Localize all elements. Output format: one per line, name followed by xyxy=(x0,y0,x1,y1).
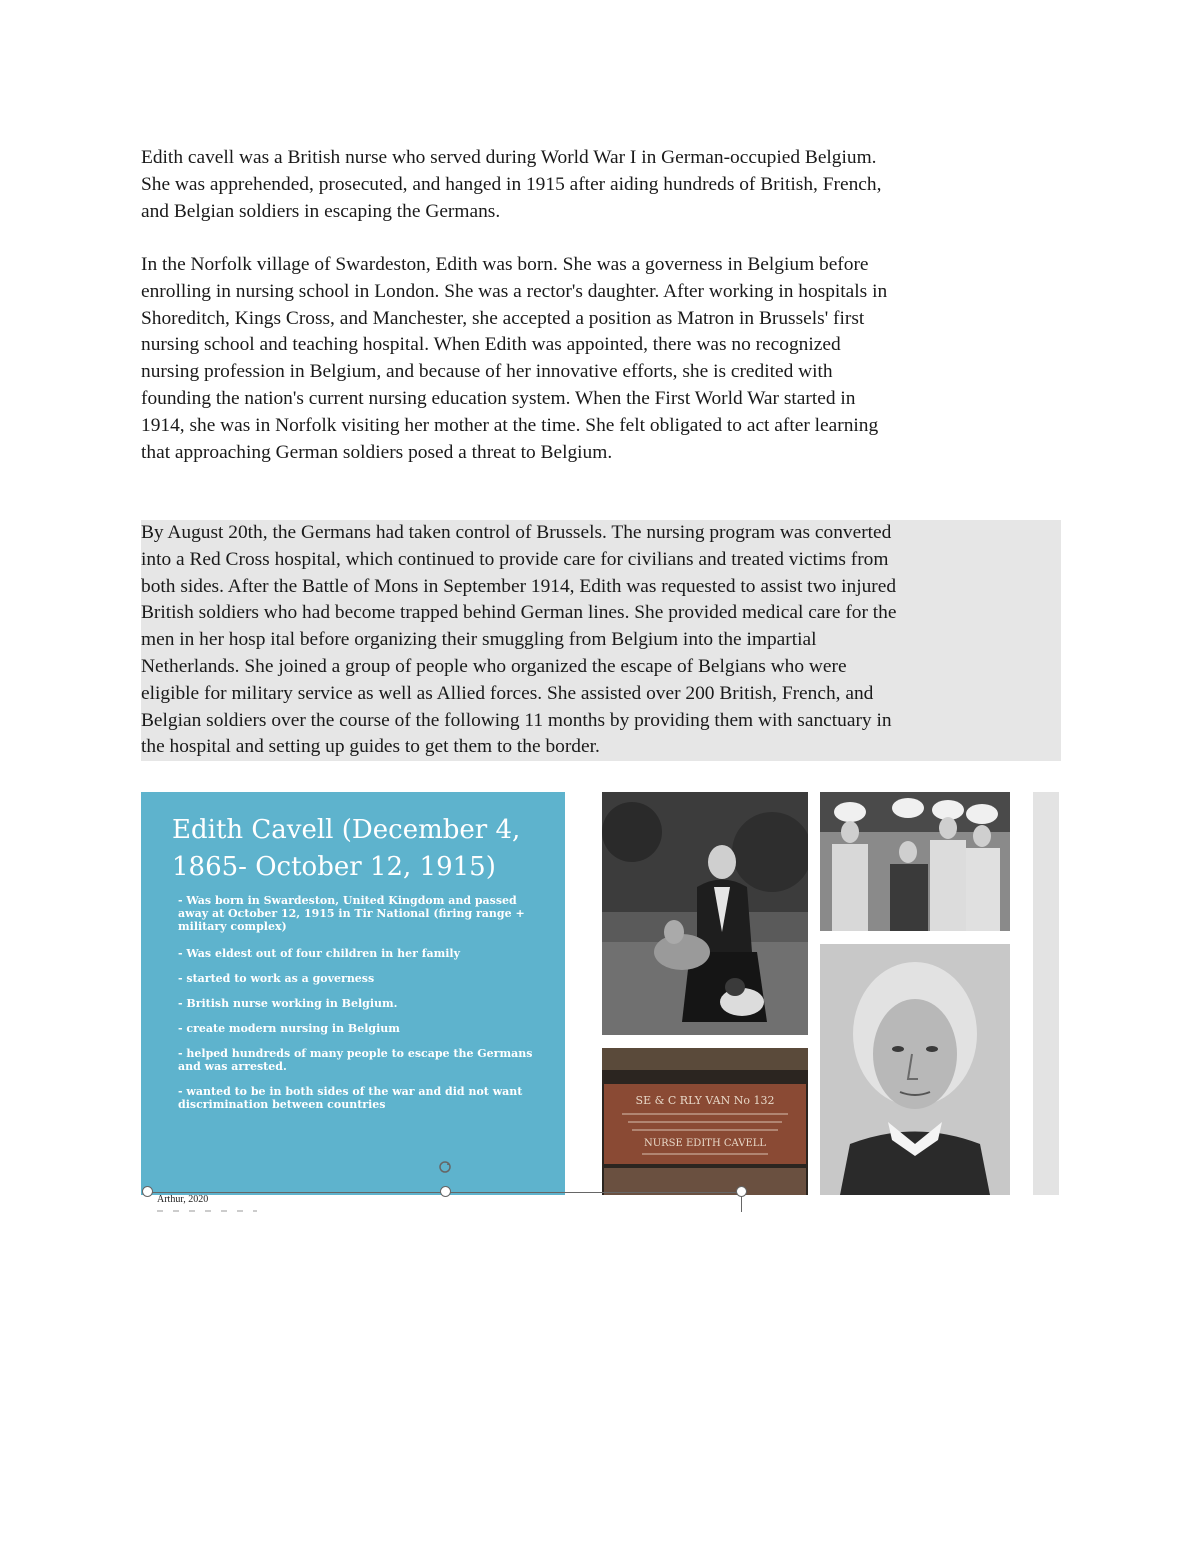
slide-bullet-list xyxy=(178,894,538,1123)
photo-cavell-with-dogs[interactable] xyxy=(602,792,808,1035)
photo-memorial-plaque[interactable] xyxy=(602,1048,808,1195)
slide-bullet: - started to work as a governess xyxy=(178,972,375,985)
photo-group-of-nurses[interactable] xyxy=(820,792,1010,931)
slide-bullet: - British nurse working in Belgium. xyxy=(178,997,398,1010)
paragraph-early-life: In the Norfolk village of Swardeston, Edith was born. She was a governess in Belgium before enrolling in nursing school in London. She was a rector's daughter. After working in hospitals in Shoreditch, Kings Cross, and Manchester, she accepted a position as Matron in Brussels' first nursing school and teaching hospital. When Edith was appointed, there was no recognized nursing profession in Belgium, and because of her innovative efforts, she is credited with founding the nation's current nursing education system. When the First World War started in 1914, she was in Norfolk visiting her mother at the time. She felt obligated to act after learning that approaching German soldiers posed a threat to Belgium. xyxy=(141,254,888,463)
photo-cavell-portrait[interactable] xyxy=(820,944,1010,1195)
scroll-strip xyxy=(1033,792,1059,1195)
slide-bullet: - helped hundreds of many people to escape the Germans and was arrested. xyxy=(178,1047,533,1073)
plaque-line-1: SE & C RLY VAN No 132 xyxy=(635,1094,775,1107)
paragraph-war-work: By August 20th, the Germans had taken control of Brussels. The nursing program was converted into a Red Cross hospital, which continued to provide care for civilians and treated victims from both sides. After the Battle of Mons in September 1914, Edith was requested to assist two injured British soldiers who had become trapped behind German lines. She provided medical care for the men in her hosp ital before organizing their smuggling from Belgium into the impartial Netherlands. She joined a group of people who organized the escape of Belgians who were eligible for military service as well as Allied forces. She assisted over 200 British, French, and Belgian soldiers over the course of the following 11 months by providing them with sanctuary in the hospital and setting up guides to get them to the border. xyxy=(141,520,1061,761)
slide-bullet: - Was born in Swardeston, United Kingdom and passed away at October 12, 1915 in Tir National (firing range + military complex) xyxy=(178,894,525,933)
plaque-line-2: NURSE EDITH CAVELL xyxy=(643,1138,767,1149)
slide-bullet: - Was eldest out of four children in her family xyxy=(178,947,460,960)
rotate-handle-icon[interactable] xyxy=(438,1160,452,1174)
info-slide[interactable] xyxy=(141,792,565,1195)
slide-bullet: - create modern nursing in Belgium xyxy=(178,1022,400,1035)
caption-overflow xyxy=(157,1207,257,1213)
selection-frame-line xyxy=(741,1196,742,1212)
slide-bullet: - wanted to be in both sides of the war and did not want discrimination between countries xyxy=(178,1085,523,1111)
resize-handle[interactable] xyxy=(142,1186,153,1197)
image-caption: Arthur, 2020 xyxy=(157,1194,209,1205)
paragraph-intro: Edith cavell was a British nurse who served during World War I in German-occupied Belgium. She was apprehended, prosecuted, and hanged in 1915 after aiding hundreds of British, French, and Belgian soldiers in escaping the Germans. xyxy=(141,147,882,222)
slide-title: Edith Cavell (December 4, 1865- October 12, 1915) xyxy=(172,815,521,882)
resize-handle[interactable] xyxy=(440,1186,451,1197)
